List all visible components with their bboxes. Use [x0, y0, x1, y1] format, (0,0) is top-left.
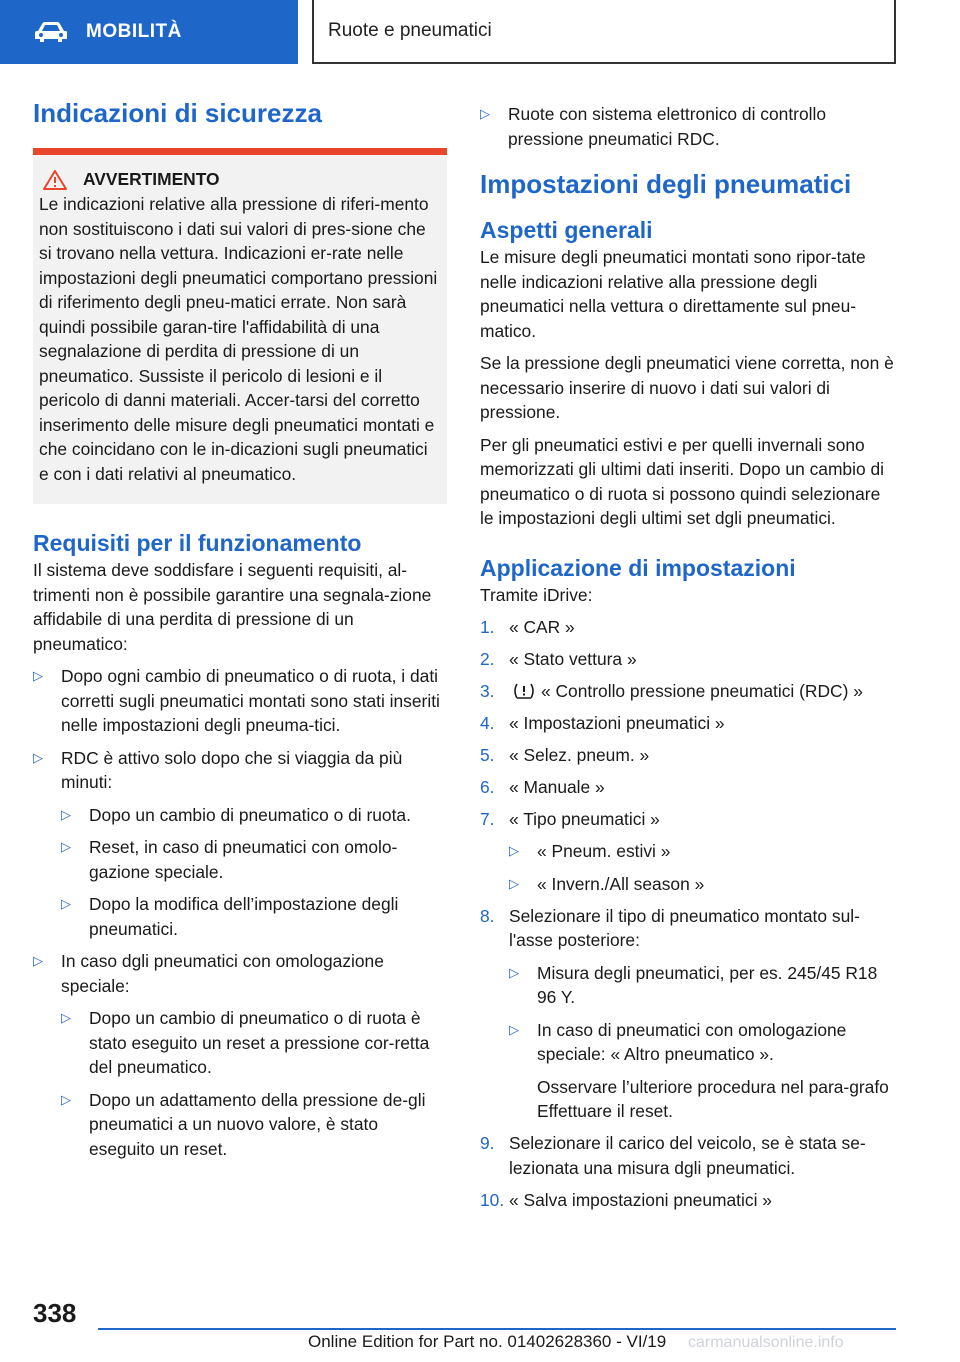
- tire-settings-title: Impostazioni degli pneumatici: [480, 169, 852, 199]
- chapter-title: Ruote e pneumatici: [328, 20, 492, 41]
- sub-list: [509, 961, 896, 1124]
- page-number: 338: [33, 1298, 77, 1328]
- sub-list: [61, 1006, 447, 1161]
- list-item: ▷ Dopo ogni cambio di pneumatico o di ruota, i dati corretti sugli pneumatici montati sono stati inseriti nelle impostazioni degli pneuma-tici.: [33, 664, 447, 738]
- car-icon: [34, 21, 68, 43]
- section-tab[interactable]: [0, 0, 298, 64]
- list-item: ▷ Dopo un cambio di pneumatico o di ruota è stato eseguito un reset a pressione cor-retta del pneumatico.: [61, 1006, 447, 1080]
- list-item: 10. « Salva impostazioni pneumatici »: [480, 1189, 772, 1210]
- list-item: ▷ Misura degli pneumatici, per es. 245/45 R18 96 Y.: [509, 961, 896, 1010]
- list-item: 4. « Impostazioni pneumatici »: [480, 712, 725, 733]
- note-text: Osservare l’ulteriore procedura nel para-grafo Effettuare il reset.: [537, 1076, 889, 1121]
- list-item: 2. « Stato vettura »: [480, 648, 637, 669]
- chapter-header: [312, 0, 896, 64]
- warning-box: [33, 148, 447, 504]
- apply-settings-title: Applicazione di impostazioni: [480, 554, 796, 581]
- warning-triangle-icon: [43, 170, 67, 190]
- tire-pressure-icon: [513, 682, 535, 700]
- list-item: ▷ Dopo un adattamento della pressione de-gli pneumatici a un nuovo valore, è stato eseguito un reset.: [61, 1088, 447, 1162]
- edition-text: Online Edition for Part no. 01402628360 - VI/19: [308, 1332, 667, 1351]
- general-paragraph: Se la pressione degli pneumatici viene corretta, non è necessario inserire di nuovo i dati sui valori di pressione.: [480, 353, 894, 422]
- list-item: ▷ In caso dgli pneumatici con omologazione speciale: ▷ Dopo un cambio di pneumatico o di ruota è stato eseguito un reset a pressione cor-retta del pneumatico. ▷ Dopo un adattamento della pressione de-gli pneumatici a un nuovo valore, è stato eseguito un reset.: [33, 949, 447, 1161]
- list-item: 1. « CAR »: [480, 616, 575, 637]
- warning-text: Le indicazioni relative alla pressione di riferi-mento non sostituiscono i dati sui valori di pres-sione che si trovano nella vettura. Indicazioni er-rate nelle impostazioni degli pneumatici comportano pressioni di riferimento degli pneu-matici errate. Non sarà quindi possibile garan-tire l'affidabilità di una segnalazione di perdita di pressione di un pneumatico. Sussiste il pericolo di lesioni e il pericolo di danni materiali. Accer-tarsi del corretto inserimento delle misure degli pneumatici montati e che coincidano con le in-dicazioni sugli pneumatici e con i dati relativi al pneumatico.: [39, 194, 438, 484]
- list-item: 5. « Selez. pneum. »: [480, 744, 650, 765]
- list-item: ▷ Dopo un cambio di pneumatico o di ruota.: [61, 803, 447, 828]
- sub-list: [61, 803, 447, 942]
- sub-list: [509, 839, 896, 896]
- steps-list: [480, 615, 896, 1213]
- general-paragraph: Per gli pneumatici estivi e per quelli invernali sono memorizzati gli ultimi dati inseriti. Dopo un cambio di pneumatico o di ruota si possono quindi selezionare le impostazioni degli ultimi set dgli pneumatici.: [480, 434, 885, 528]
- general-paragraph: Le misure degli pneumatici montati sono ripor-tate nelle indicazioni relative alla pressione degli pneumatici nella vettura o direttamente sul pneu-matico.: [480, 247, 866, 341]
- list-item: ▷ Ruote con sistema elettronico di controllo pressione pneumatici RDC.: [480, 102, 896, 151]
- list-item: ▷ « Pneum. estivi »: [509, 839, 896, 864]
- list-item: 8. Selezionare il tipo di pneumatico montato sul-l'asse posteriore: ▷ Misura degli pneumatici, per es. 245/45 R18 96 Y. ▷ In caso di pneumatici con omologazione speciale: « Altro pneumatico ». Osservare l’ulteriore procedura nel para-grafo Effettuare il reset.: [480, 904, 896, 1124]
- top-list: [480, 102, 896, 151]
- list-item: 7. « Tipo pneumatici » ▷ « Pneum. estivi » ▷ « Invern./All season »: [480, 807, 896, 897]
- watermark: carmanualsonline.info: [688, 1334, 844, 1351]
- requirements-title: Requisiti per il funzionamento: [33, 530, 362, 556]
- list-item: ▷ « Invern./All season »: [509, 872, 896, 897]
- warning-label: AVVERTIMENTO: [83, 169, 220, 189]
- list-item: ▷ RDC è attivo solo dopo che si viaggia da più minuti: ▷ Dopo un cambio di pneumatico o di ruota. ▷ Reset, in caso di pneumatici con omolo-gazione speciale. ▷ Dopo la modifica dell’impostazione degli pneumatici.: [33, 746, 447, 942]
- list-item: ▷ In caso di pneumatici con omologazione speciale: « Altro pneumatico ». Osservare l’ulteriore procedura nel para-grafo Effettuare il reset.: [509, 1018, 896, 1124]
- footer-divider: [98, 1328, 896, 1330]
- list-item: ▷ Reset, in caso di pneumatici con omolo-gazione speciale.: [61, 835, 447, 884]
- list-item: 3. « Controllo pressione pneumatici (RDC) »: [480, 680, 863, 701]
- general-title: Aspetti generali: [480, 217, 653, 243]
- safety-title: Indicazioni di sicurezza: [33, 98, 322, 128]
- list-item: ▷ Dopo la modifica dell’impostazione degli pneumatici.: [61, 892, 447, 941]
- apply-intro: Tramite iDrive:: [480, 584, 593, 605]
- warning-header: [43, 169, 441, 190]
- left-column: [33, 96, 447, 1161]
- right-column: [480, 96, 896, 1212]
- requirements-list: [33, 664, 447, 1161]
- list-item: 6. « Manuale »: [480, 776, 605, 797]
- requirements-intro: Il sistema deve soddisfare i seguenti requisiti, al-trimenti non è possibile garantire una segnala-zione affidabile di una perdita di pressione di un pneumatico:: [33, 560, 432, 654]
- list-item: 9. Selezionare il carico del veicolo, se è stata se-lezionata una misura dgli pneumatici.: [480, 1133, 866, 1178]
- section-label: MOBILITÀ: [86, 21, 182, 42]
